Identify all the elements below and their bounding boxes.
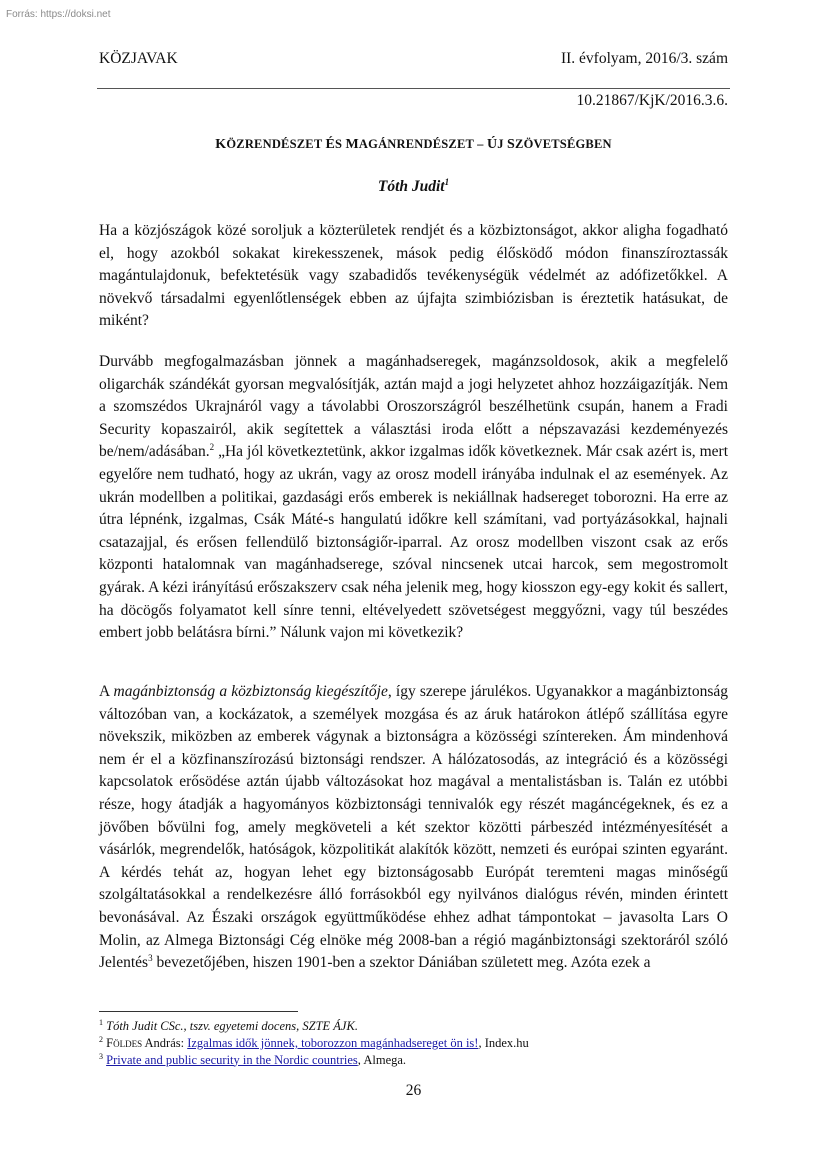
footnote-2-link[interactable]: Izgalmas idők jönnek, toborozzon magánhadsereget ön is! xyxy=(187,1035,479,1050)
emphasis-text: magánbiztonság a közbiztonság kiegészítője xyxy=(113,683,388,700)
paragraph-1: Ha a közjószágok közé soroljuk a közterületek rendjét és a közbiztonságot, akkor aligha fogadható el, hogy azokból sokakat kirekesszenek, mások pedig élősködő módon finanszíroztassák magántulajdonuk, befektetésük vagy szabadidős tevékenységük védelmét az adófizetőkkel. A növekvő társadalmi egyenlőtlenségek ebben az újfajta szimbiózisban is éreztetik hatásukat, de miként? xyxy=(99,222,728,330)
footnote-1: $^1$ Tóth Judit CSc., tszv. egyetemi docens, SZTE ÁJK. xyxy=(99,1017,358,1033)
footnote-3-link[interactable]: Private and public security in the Nordic countries xyxy=(106,1052,358,1067)
article-title: KÖZRENDÉSZET ÉS MAGÁNRENDÉSZET – ÚJ SZÖVETSÉGBEN xyxy=(215,137,612,152)
footnote-divider xyxy=(99,1011,298,1012)
volume-info: II. évfolyam, 2016/3. szám xyxy=(560,50,728,67)
author-name: Tóth Judit$^1$ xyxy=(377,177,450,196)
page-number: 26 xyxy=(405,1082,422,1099)
footnote-ref-3[interactable]: 3 xyxy=(148,952,153,963)
footnote-2: $^2$ Földes András: Izgalmas idők jönnek, toborozzon magánhadsereget ön is!, Index.hu xyxy=(99,1034,529,1050)
doi-label: 10.21867/KjK/2016.3.6. xyxy=(576,92,728,109)
footnote-3: $^3$ Private and public security in the Nordic countries, Almega. xyxy=(99,1051,407,1067)
author-footnote-ref[interactable]: 1 xyxy=(444,177,450,187)
footnote-ref-2[interactable]: 2 xyxy=(209,442,215,453)
paragraph-3: A magánbiztonság a közbiztonság kiegészítője, így szerepe járulékos. Ugyanakkor a magánbiztonság változóban van, a kockázatok, a személyek mozgása és az áruk határokon átlépő szállítása egyre növekszik, miközben az emberek vágynak a biztonságra a közösségi színtereken. Ám mindenhová nem ér el a közfinanszírozású biztonsági rendszer. A hálózatosodás, az integráció és a közösségi kapcsolatok erősödése aztán újabb változásokat hoz magával a mentalistásban is. Talán ez utóbbi része, hogy átadják a hagyományos közbiztonsági tennivalók egy részét magáncégeknek, és ez a jövőben bővülni fog, amely megköveteli a két szektor közötti párbeszéd intézményesítését a vásárlók, megrendelők, hatóságok, közpolitikát alakítók között, nemzeti és európai szinten egyaránt. A kérdés tehát az, hogyan lehet egy biztonságosabb Európát teremteni magas minőségű szolgáltatásokkal a rendelkezésre álló forrásokból egy nyilvános dialógus révén, minden érintett bevonásával. Az Északi országok együttműködése ehhez adhat támpontokat – javasolta Lars O Molin, az Almega Biztonsági Cég elnöke még 2008-ban a régió magánbiztonsági szektoráról szóló Jelentés$^3$ bevezetőjében, hiszen 1901-ben a szektor Dániában született meg. Azóta ezek a xyxy=(99,683,728,972)
footnotes xyxy=(99,1018,728,1068)
journal-name: KÖZJAVAK xyxy=(99,50,178,67)
source-label: Forrás: https://doksi.net xyxy=(6,9,111,20)
paragraph-2: Durvább megfogalmazásban jönnek a magánhadseregek, magánzsoldosok, akik a megfelelő oligarchák szándékát gyorsan megvalósítják, aztán majd a jogi helyzetet ahhoz hozzáigazítják. Nem a szomszédos Ukrajnáról vagy a távolabbi Oroszországról beszélhetünk csupán, hanem a Fradi Security kopaszairól, akik segítettek a választási iroda előtt a népszavazási kezdeményezés be/nem/adásában.$^2$ „Ha jól következtetünk, akkor izgalmas idők következnek. Már csak azért is, mert egyelőre nem tudható, hogy az ukrán, vagy az orosz modell irányába indulnak el az események. Az ukrán modellben a politikai, gazdasági erős emberek is nekiállnak hadsereget toborozni. Ha erre az útra lépnénk, izgalmas, Csák Máté-s hangulatú időkre kell számítani, vad portyázásokkal, hajnali csatazajjal, és erősen fellendülő biztonságiőr-iparral. Az orosz modellben viszont csak az erős központi hatalomnak van magánhadserege, szóval nincsenek utcai harcok, sem megostromolt gyárak. A kézi irányítású erőszakszerv csak néha jelenik meg, hogy kiosszon egy-egy kokit és sallert, ha döcögős folyamatot kell sínre tenni, eltévelyedett szövetségest meggyőzni, vagy túl beszédes embert jobb belátásra bírni.” Nálunk vajon mi következik? xyxy=(99,353,728,642)
header-divider xyxy=(97,88,730,89)
